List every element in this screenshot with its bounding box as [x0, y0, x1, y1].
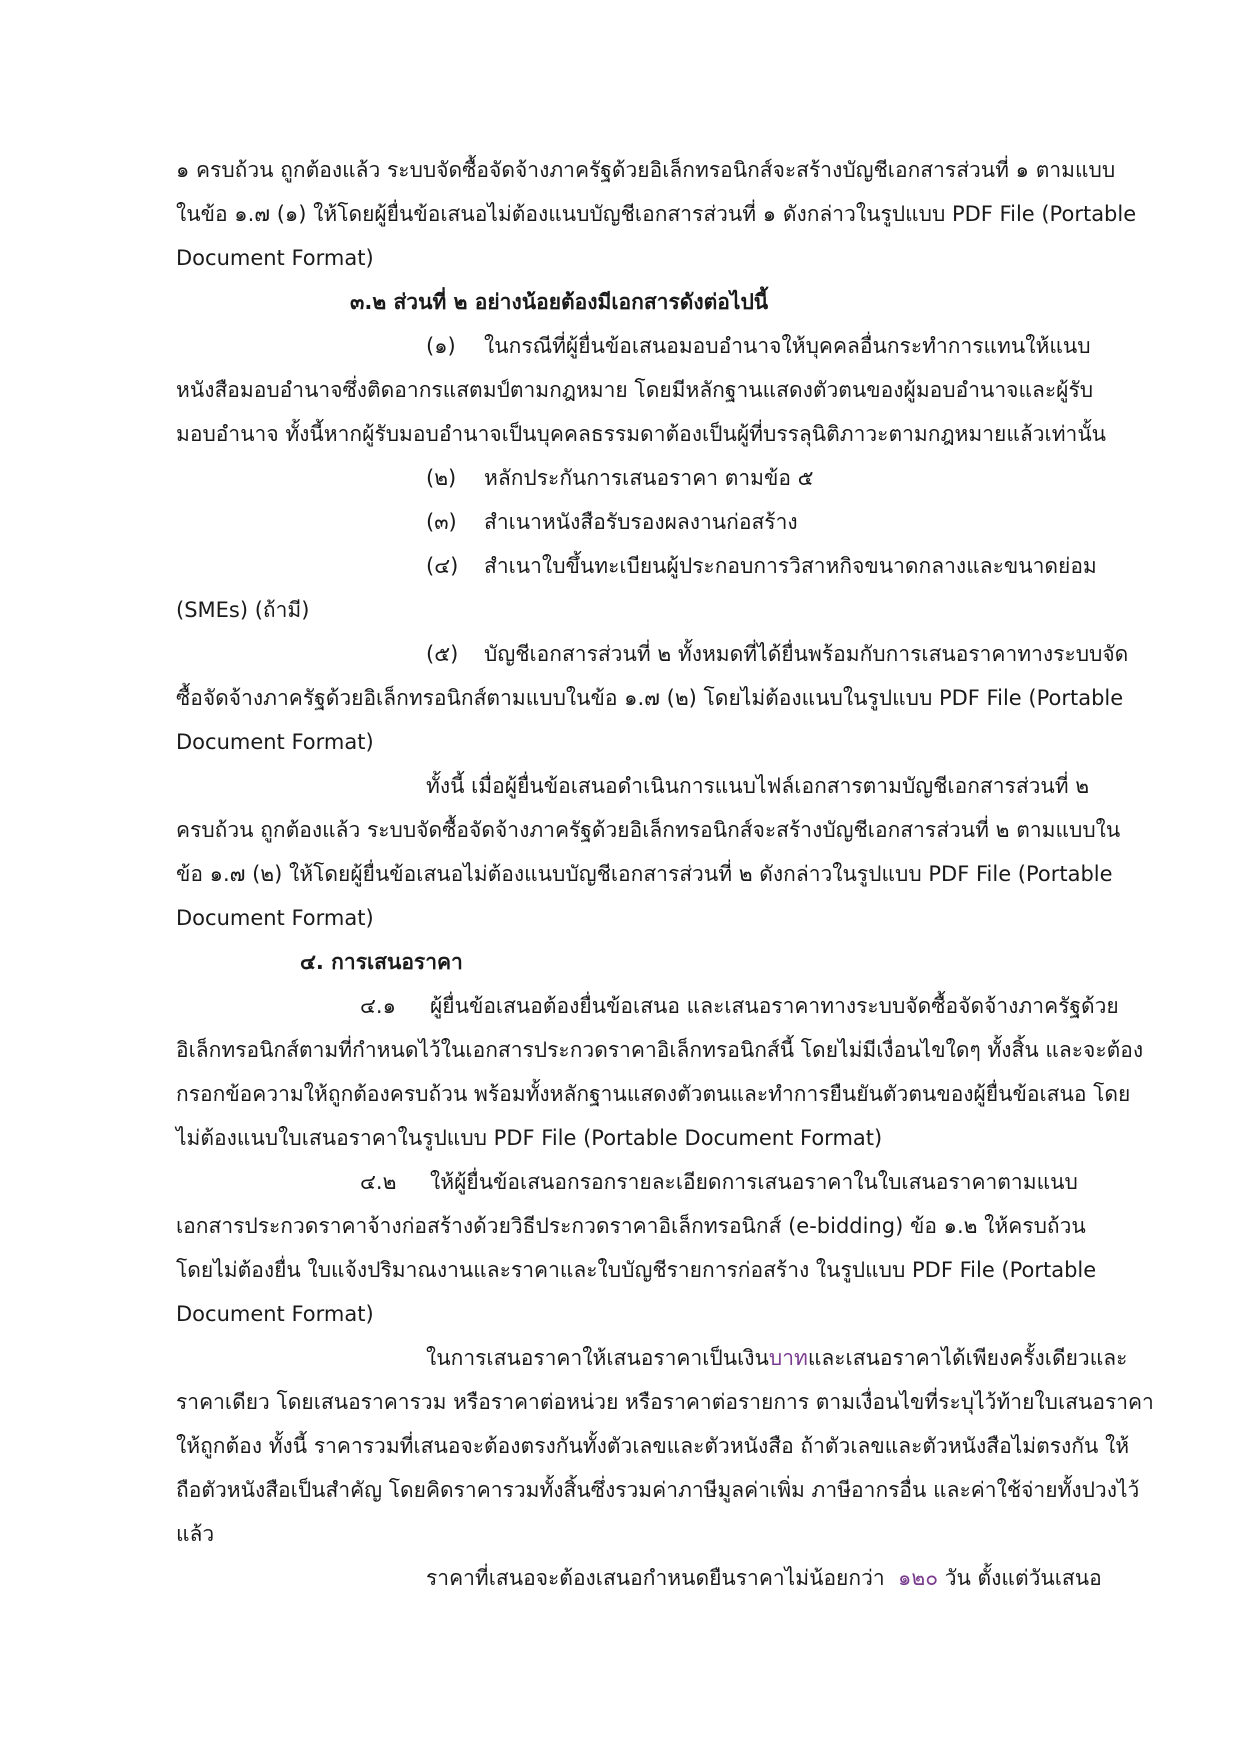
paragraph-line: Document Format) [176, 246, 374, 270]
section-heading-4: ๔. การเสนอราคา [300, 950, 463, 974]
paragraph-line [426, 1556, 1102, 1600]
paragraph-line: ในข้อ ๑.๗ (๑) ให้โดยผู้ยื่นข้อเสนอไม่ต้องแนบบัญชีเอกสารส่วนที่ ๑ ดังกล่าวในรูปแบบ PDF File (Portable [176, 202, 1137, 226]
item-number: ๔.๑ [360, 994, 396, 1018]
paragraph-line: ให้ผู้ยื่นข้อเสนอกรอกรายละเอียดการเสนอราคาในใบเสนอราคาตามแนบ [430, 1170, 1078, 1194]
paragraph-line [426, 1336, 1127, 1380]
paragraph-line: ข้อ ๑.๗ (๒) ให้โดยผู้ยื่นข้อเสนอไม่ต้องแนบบัญชีเอกสารส่วนที่ ๒ ดังกล่าวในรูปแบบ PDF File (Portable [176, 862, 1113, 886]
paragraph-line: ในกรณีที่ผู้ยื่นข้อเสนอมอบอำนาจให้บุคคลอื่นกระทำการแทนให้แนบ [484, 334, 1091, 358]
paragraph-line: สำเนาใบขึ้นทะเบียนผู้ประกอบการวิสาหกิจขนาดกลางและขนาดย่อม [484, 554, 1097, 578]
item-number: (๑) [426, 334, 456, 358]
paragraph-line: ซื้อจัดจ้างภาครัฐด้วยอิเล็กทรอนิกส์ตามแบบในข้อ ๑.๗ (๒) โดยไม่ต้องแนบในรูปแบบ PDF File (Portable [176, 686, 1124, 710]
section-heading-3-2: ๓.๒ ส่วนที่ ๒ อย่างน้อยต้องมีเอกสารดังต่อไปนี้ [350, 290, 769, 314]
paragraph-line: บัญชีเอกสารส่วนที่ ๒ ทั้งหมดที่ได้ยื่นพร้อมกับการเสนอราคาทางระบบจัด [484, 642, 1129, 666]
paragraph-line: ผู้ยื่นข้อเสนอต้องยื่นข้อเสนอ และเสนอราคาทางระบบจัดซื้อจัดจ้างภาครัฐด้วย [430, 994, 1119, 1018]
paragraph-line: หนังสือมอบอำนาจซึ่งติดอากรแสตมป์ตามกฎหมาย โดยมีหลักฐานแสดงตัวตนของผู้มอบอำนาจและผู้รับ [176, 378, 1094, 402]
paragraph-line: เอกสารประกวดราคาจ้างก่อสร้างด้วยวิธีประกวดราคาอิเล็กทรอนิกส์ (e-bidding) ข้อ ๑.๒ ให้ครบถ้วน [176, 1214, 1086, 1238]
paragraph-line: กรอกข้อความให้ถูกต้องครบถ้วน พร้อมทั้งหลักฐานแสดงตัวตนและทำการยืนยันตัวตนของผู้ยื่นข้อเสนอ โดย [176, 1082, 1131, 1106]
paragraph-line: ๑ ครบถ้วน ถูกต้องแล้ว ระบบจัดซื้อจัดจ้างภาครัฐด้วยอิเล็กทรอนิกส์จะสร้างบัญชีเอกสารส่วนที่ ๑ ตามแบบ [176, 158, 1116, 182]
paragraph-line: ครบถ้วน ถูกต้องแล้ว ระบบจัดซื้อจัดจ้างภาครัฐด้วยอิเล็กทรอนิกส์จะสร้างบัญชีเอกสารส่วนที่ ๒ ตามแบบใน [176, 818, 1121, 842]
paragraph-line: อิเล็กทรอนิกส์ตามที่กำหนดไว้ในเอกสารประกวดราคาอิเล็กทรอนิกส์นี้ โดยไม่มีเงื่อนไขใดๆ ทั้งสิ้น และจะต้อง [176, 1038, 1144, 1062]
paragraph-line: (SMEs) (ถ้ามี) [176, 598, 310, 622]
paragraph-line: หลักประกันการเสนอราคา ตามข้อ ๕ [484, 466, 814, 490]
item-number: (๕) [426, 642, 459, 666]
text-span: ราคาที่เสนอจะต้องเสนอกำหนดยืนราคาไม่น้อยกว่า [426, 1566, 885, 1590]
item-number: (๔) [426, 554, 459, 578]
paragraph-line: ทั้งนี้ เมื่อผู้ยื่นข้อเสนอดำเนินการแนบไฟล์เอกสารตามบัญชีเอกสารส่วนที่ ๒ [426, 774, 1090, 798]
days-highlight: ๑๒๐ [898, 1566, 939, 1590]
paragraph-line: Document Format) [176, 906, 374, 930]
paragraph-line: สำเนาหนังสือรับรองผลงานก่อสร้าง [484, 510, 798, 534]
text-span: ในการเสนอราคาให้เสนอราคาเป็นเงิน [426, 1346, 769, 1370]
item-number: (๒) [426, 466, 457, 490]
paragraph-line: ถือตัวหนังสือเป็นสำคัญ โดยคิดราคารวมทั้งสิ้นซึ่งรวมค่าภาษีมูลค่าเพิ่ม ภาษีอากรอื่น และค่าใช้จ่ายทั้งปวงไว้ [176, 1478, 1140, 1502]
item-number: ๔.๒ [360, 1170, 397, 1194]
paragraph-line: ราคาเดียว โดยเสนอราคารวม หรือราคาต่อหน่วย หรือราคาต่อรายการ ตามเงื่อนไขที่ระบุไว้ท้ายใบเสนอราคา [176, 1390, 1154, 1414]
item-number: (๓) [426, 510, 457, 534]
paragraph-line: Document Format) [176, 1302, 374, 1326]
paragraph-line: โดยไม่ต้องยื่น ใบแจ้งปริมาณงานและราคาและใบบัญชีรายการก่อสร้าง ในรูปแบบ PDF File (Portable [176, 1258, 1097, 1282]
text-span: และเสนอราคาได้เพียงครั้งเดียวและ [807, 1346, 1128, 1370]
paragraph-line: ไม่ต้องแนบใบเสนอราคาในรูปแบบ PDF File (Portable Document Format) [176, 1126, 883, 1150]
currency-highlight: บาท [768, 1346, 808, 1370]
paragraph-line: แล้ว [176, 1522, 215, 1546]
paragraph-line: ให้ถูกต้อง ทั้งนี้ ราคารวมที่เสนอจะต้องตรงกันทั้งตัวเลขและตัวหนังสือ ถ้าตัวเลขและตัวหนังสือไม่ตรงกัน ให้ [176, 1434, 1130, 1458]
paragraph-line: มอบอำนาจ ทั้งนี้หากผู้รับมอบอำนาจเป็นบุคคลธรรมดาต้องเป็นผู้ที่บรรลุนิติภาวะตามกฎหมายแล้วเท่านั้น [176, 422, 1107, 446]
paragraph-line: Document Format) [176, 730, 374, 754]
text-span: วัน ตั้งแต่วันเสนอ [944, 1566, 1102, 1590]
